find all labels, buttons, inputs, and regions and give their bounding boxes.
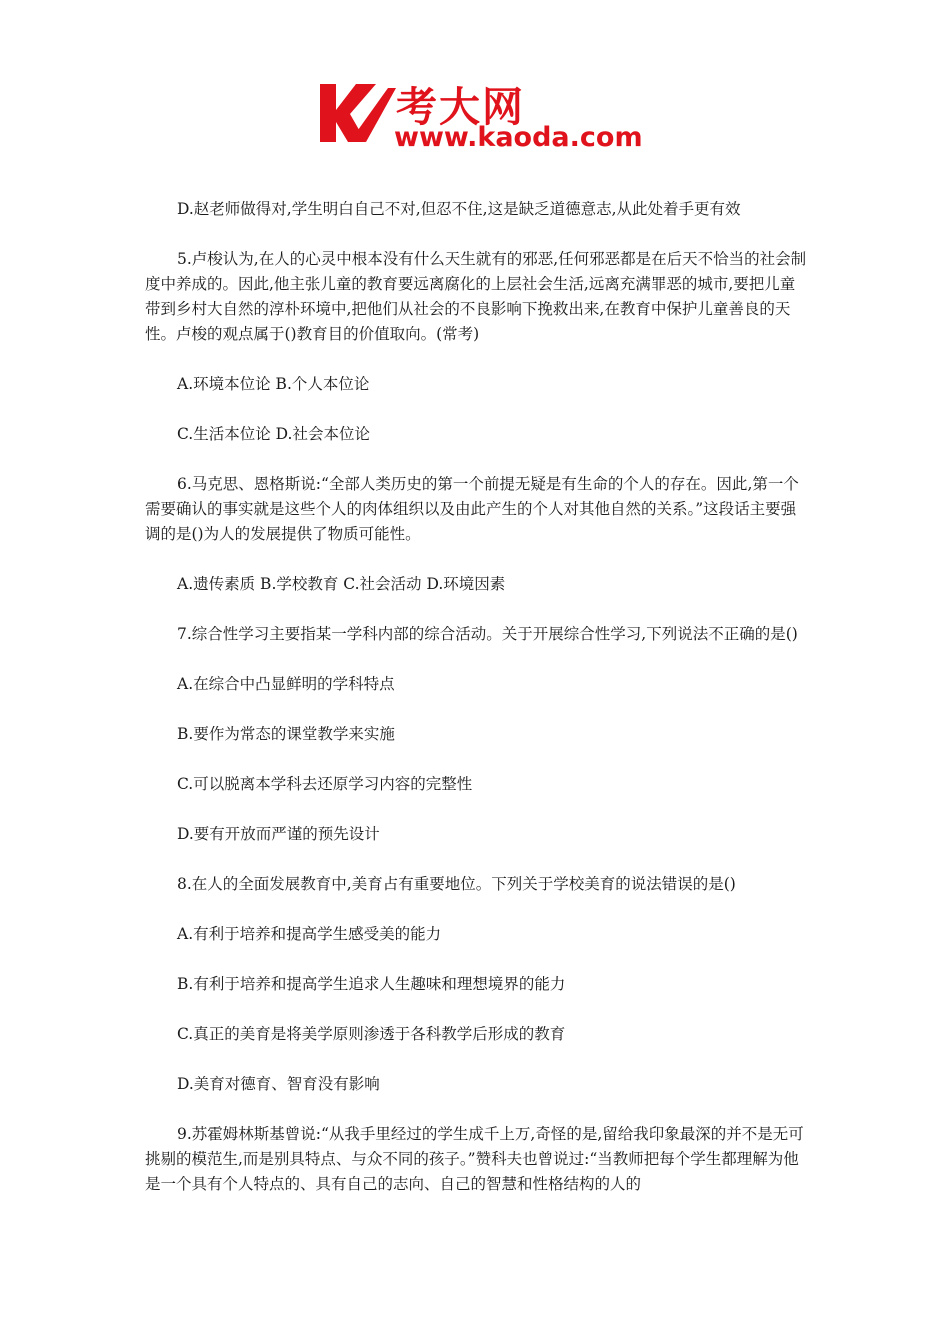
option-b-q8: B.有利于培养和提高学生追求人生趣味和理想境界的能力 — [177, 975, 566, 993]
logo-chinese-text: 考大网 — [396, 83, 525, 131]
question-5: 5.卢梭认为,在人的心灵中根本没有什么天生就有的邪恶,任何邪恶都是在后天不恰当的社会制度中养成的。因此,他主张儿童的教育要远离腐化的上层社会生活,远离充满罪恶的城市,要把儿童带到乡村大自然的淳朴环境中,把他们从社会的不良影响下挽救出来,在教育中保护儿童善良的天性。卢梭的观点属于()教育目的价值取向。(常考) — [145, 250, 807, 343]
option-a-q8: A.有利于培养和提高学生感受美的能力 — [177, 925, 442, 943]
document-body — [145, 197, 809, 1222]
k-logo-icon — [318, 80, 398, 146]
option-c-q8: C.真正的美育是将美学原则渗透于各科教学后形成的教育 — [177, 1025, 566, 1043]
options-q6: A.遗传素质 B.学校教育 C.社会活动 D.环境因素 — [177, 575, 506, 593]
options-q5-ab: A.环境本位论 B.个人本位论 — [177, 375, 370, 393]
option-d-q8: D.美育对德育、智育没有影响 — [177, 1075, 380, 1093]
option-b-q7: B.要作为常态的课堂教学来实施 — [177, 725, 395, 743]
kaoda-logo — [318, 80, 643, 160]
option-d-q7: D.要有开放而严谨的预先设计 — [177, 825, 380, 843]
option-c-q7: C.可以脱离本学科去还原学习内容的完整性 — [177, 775, 473, 793]
question-7: 7.综合性学习主要指某一学科内部的综合活动。关于开展综合性学习,下列说法不正确的是() — [177, 625, 798, 643]
question-9: 9.苏霍姆林斯基曾说:“从我手里经过的学生成千上万,奇怪的是,留给我印象最深的并不是无可挑剔的模范生,而是别具特点、与众不同的孩子。”赞科夫也曾说过:“当教师把每个学生都理解为他是一个具有个人特点的、具有自己的志向、自己的智慧和性格结构的人的 — [145, 1125, 804, 1193]
options-q5-cd: C.生活本位论 D.社会本位论 — [177, 425, 370, 443]
question-8: 8.在人的全面发展教育中,美育占有重要地位。下列关于学校美育的说法错误的是() — [177, 875, 736, 893]
question-6: 6.马克思、恩格斯说:“全部人类历史的第一个前提无疑是有生命的个人的存在。因此,第一个需要确认的事实就是这些个人的肉体组织以及由此产生的个人对其他自然的关系。”这段话主要强调的是()为人的发展提供了物质可能性。 — [145, 475, 799, 543]
option-a-q7: A.在综合中凸显鲜明的学科特点 — [177, 675, 395, 693]
option-d-q4: D.赵老师做得对,学生明白自己不对,但忍不住,这是缺乏道德意志,从此处着手更有效 — [177, 200, 741, 218]
logo-url-text: www.kaoda.com — [394, 122, 643, 153]
